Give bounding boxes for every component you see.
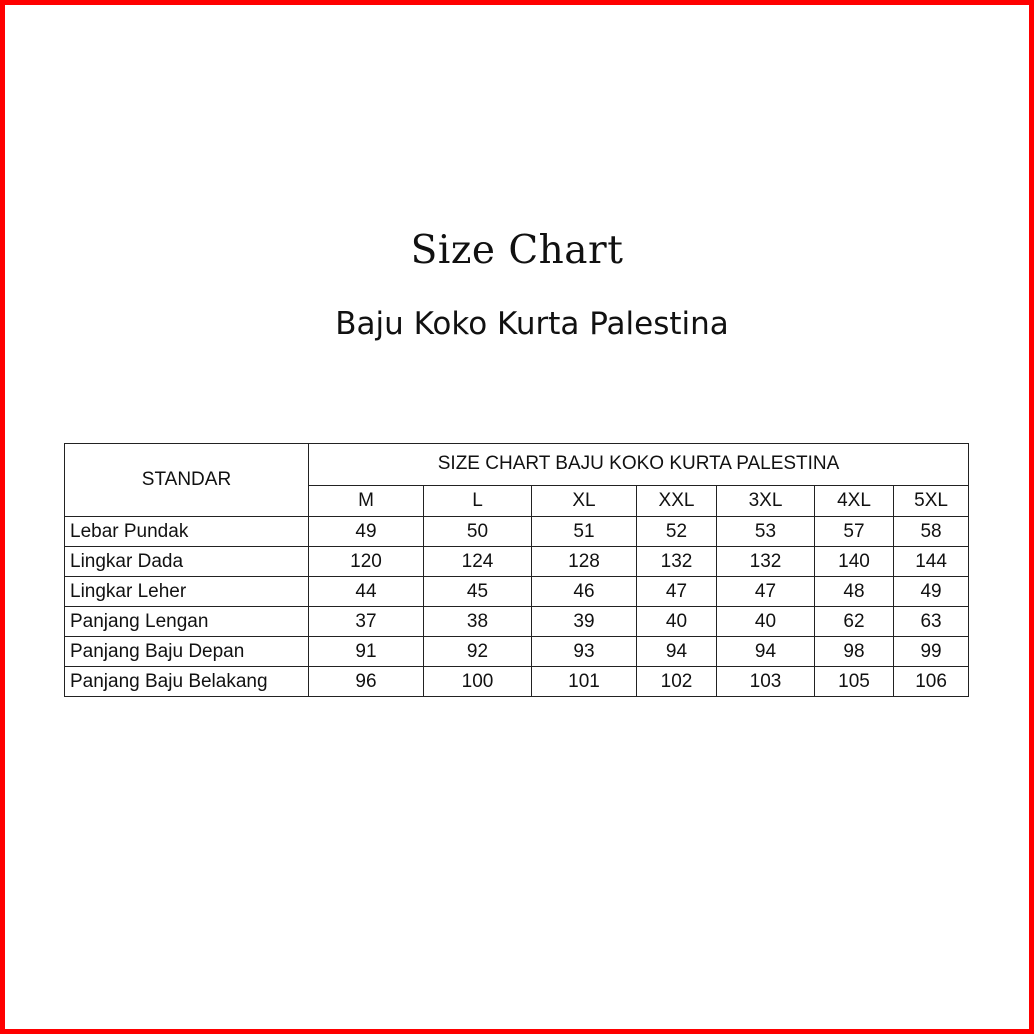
table-row bbox=[65, 667, 969, 697]
standard-header: STANDAR bbox=[65, 444, 309, 517]
table-row bbox=[65, 607, 969, 637]
table-cell: 103 bbox=[717, 667, 815, 697]
table-cell: 40 bbox=[637, 607, 717, 637]
size-header-xl: XL bbox=[532, 485, 637, 516]
table-cell: 92 bbox=[424, 637, 532, 667]
table-cell: 44 bbox=[309, 577, 424, 607]
size-header-4xl: 4XL bbox=[815, 485, 894, 516]
table-cell: 47 bbox=[717, 577, 815, 607]
row-label: Panjang Lengan bbox=[65, 607, 309, 637]
page-subtitle: Baju Koko Kurta Palestina bbox=[335, 306, 729, 342]
table-row bbox=[65, 577, 969, 607]
size-header-5xl: 5XL bbox=[894, 485, 969, 516]
table-cell: 96 bbox=[309, 667, 424, 697]
table-cell: 53 bbox=[717, 517, 815, 547]
table-cell: 106 bbox=[894, 667, 969, 697]
table-cell: 132 bbox=[717, 547, 815, 577]
table-cell: 94 bbox=[717, 637, 815, 667]
table-cell: 52 bbox=[637, 517, 717, 547]
table-cell: 49 bbox=[309, 517, 424, 547]
table-cell: 91 bbox=[309, 637, 424, 667]
table-cell: 93 bbox=[532, 637, 637, 667]
table-cell: 46 bbox=[532, 577, 637, 607]
table-cell: 57 bbox=[815, 517, 894, 547]
size-header-3xl: 3XL bbox=[717, 485, 815, 516]
table-cell: 128 bbox=[532, 547, 637, 577]
table-cell: 40 bbox=[717, 607, 815, 637]
table-cell: 45 bbox=[424, 577, 532, 607]
table-cell: 47 bbox=[637, 577, 717, 607]
row-label: Lingkar Leher bbox=[65, 577, 309, 607]
table-cell: 58 bbox=[894, 517, 969, 547]
table-cell: 100 bbox=[424, 667, 532, 697]
table-cell: 101 bbox=[532, 667, 637, 697]
table-cell: 37 bbox=[309, 607, 424, 637]
table-cell: 48 bbox=[815, 577, 894, 607]
row-label: Panjang Baju Belakang bbox=[65, 667, 309, 697]
table-cell: 120 bbox=[309, 547, 424, 577]
table-cell: 102 bbox=[637, 667, 717, 697]
size-header-m: M bbox=[309, 485, 424, 516]
table-row bbox=[65, 517, 969, 547]
table-cell: 49 bbox=[894, 577, 969, 607]
table-cell: 140 bbox=[815, 547, 894, 577]
size-chart-group-header: SIZE CHART BAJU KOKO KURTA PALESTINA bbox=[309, 444, 969, 486]
table-row bbox=[65, 637, 969, 667]
table-cell: 144 bbox=[894, 547, 969, 577]
table-cell: 98 bbox=[815, 637, 894, 667]
table-cell: 132 bbox=[637, 547, 717, 577]
size-header-xxl: XXL bbox=[637, 485, 717, 516]
table-cell: 38 bbox=[424, 607, 532, 637]
row-label: Lebar Pundak bbox=[65, 517, 309, 547]
table-cell: 99 bbox=[894, 637, 969, 667]
table-row bbox=[65, 547, 969, 577]
table-cell: 39 bbox=[532, 607, 637, 637]
size-header-l: L bbox=[424, 485, 532, 516]
table-header-row bbox=[65, 444, 969, 486]
table-cell: 51 bbox=[532, 517, 637, 547]
table-cell: 62 bbox=[815, 607, 894, 637]
size-chart-table bbox=[64, 443, 969, 697]
table-cell: 63 bbox=[894, 607, 969, 637]
page-title: Size Chart bbox=[410, 228, 624, 273]
table-cell: 94 bbox=[637, 637, 717, 667]
table-cell: 124 bbox=[424, 547, 532, 577]
table-cell: 50 bbox=[424, 517, 532, 547]
table-body bbox=[65, 517, 969, 697]
row-label: Panjang Baju Depan bbox=[65, 637, 309, 667]
table-cell: 105 bbox=[815, 667, 894, 697]
row-label: Lingkar Dada bbox=[65, 547, 309, 577]
